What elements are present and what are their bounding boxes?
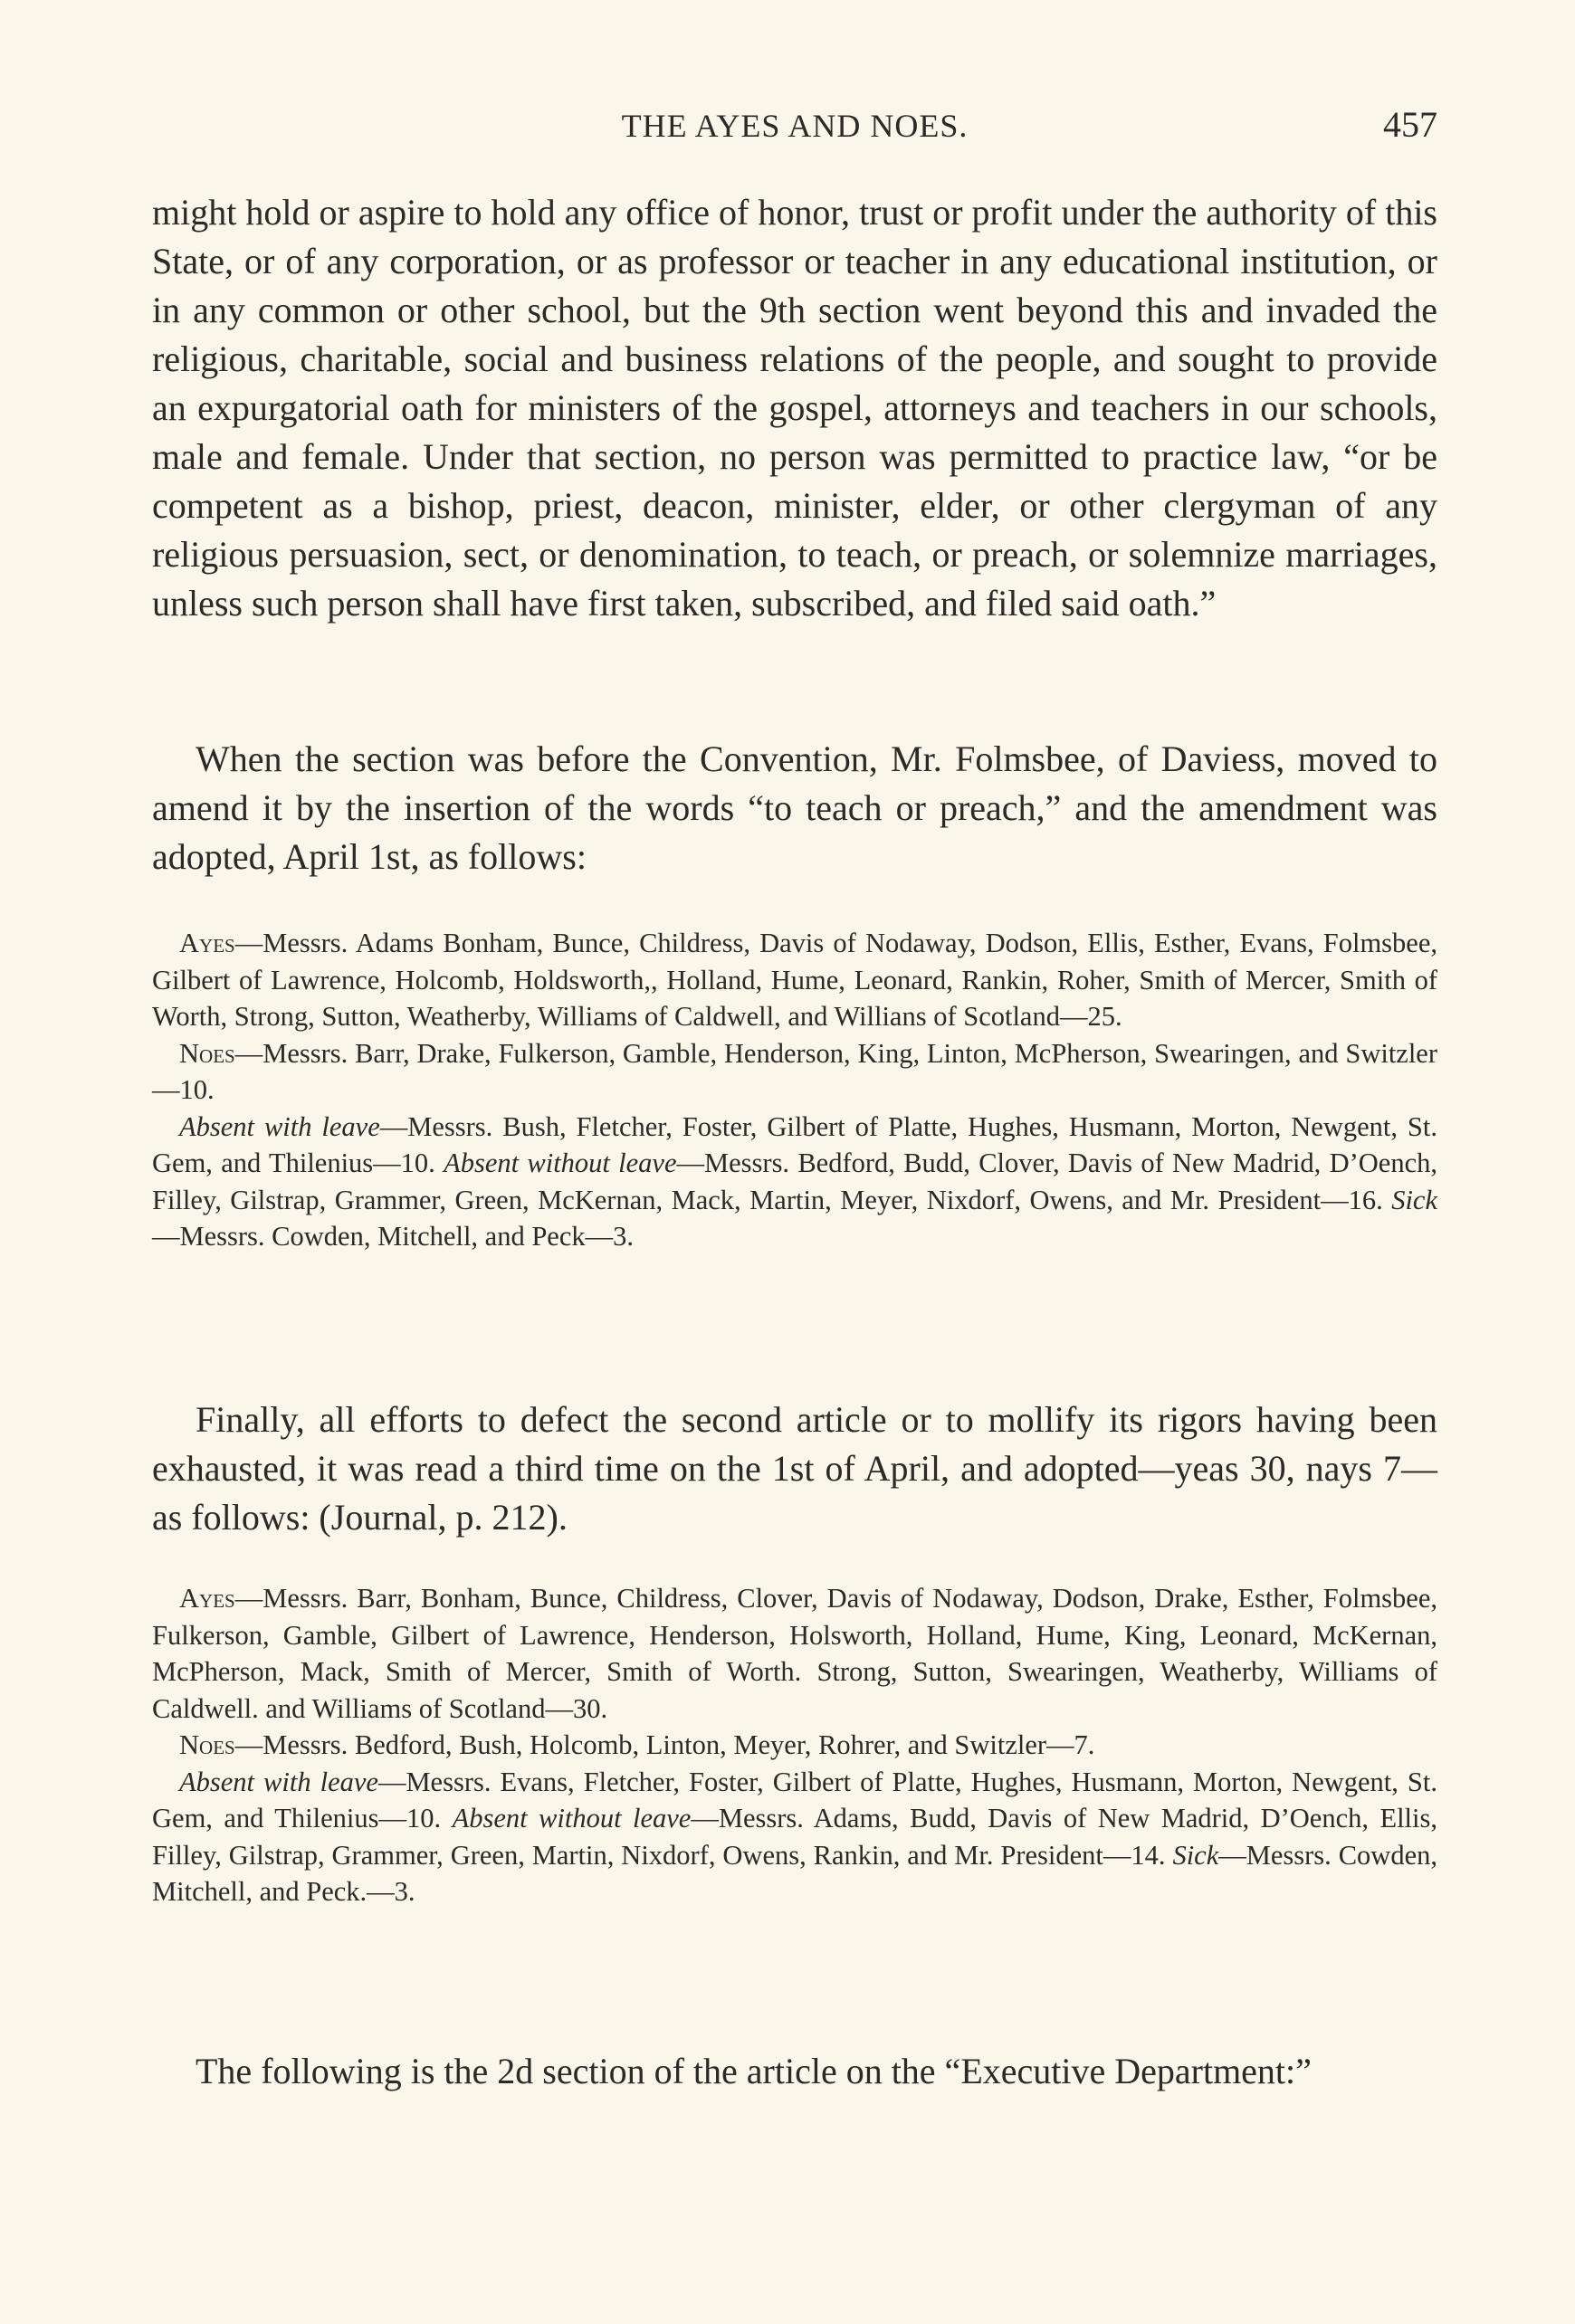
noes-label: Noes [179,1729,235,1760]
sick-label: Sick [1391,1184,1438,1215]
noes-label: Noes [179,1037,235,1069]
ayes-names: —Messrs. Barr, Bonham, Bunce, Childress, Clover, Davis of Nodaway, Dodson, Drake, Esther, Folmsbee, Fulkerson, Gamble, Gilbert of Lawrence, Henderson, Holsworth, Holland, Hume, King, Leonard, McKernan, McPherson, Mack, Smith of Mercer, Smith of Worth. Strong, Sutton, Swearingen, Weatherby, Williams of Caldwell. and Williams of Scotland—30. [152,1583,1437,1724]
absent-without-leave-label: Absent without leave [452,1803,692,1833]
absent-without-leave-names: —Messrs. Bedford, Budd, Clover, Davis of New Madrid, D’Oench, Filley, Gilstrap, Grammer, Green, McKernan, Mack, Martin, Meyer, Nixdorf, Owens, and Mr. President—16. [152,1148,1437,1215]
vote-noes [152,1035,1437,1109]
vote-record-amendment [152,925,1437,1255]
absent-with-leave-label: Absent with leave [179,1766,378,1797]
page-header [152,104,1437,161]
vote-record-adoption [152,1580,1437,1910]
body-paragraph: When the section was before the Convention, Mr. Folmsbee, of Daviess, moved to amend it by the insertion of the words “to teach or preach,” and the amendment was adopted, April 1st, as follows: [152,738,1437,877]
page-number: 457 [1383,104,1437,145]
body-paragraph: Finally, all efforts to defect the second article or to mollify its rigors having been exhausted, it was read a third time on the 1st of April, and adopted—yeas 30, nays 7—as follows: (Journal, p. 212). [152,1399,1437,1538]
vote-ayes [152,925,1437,1035]
vote-ayes [152,1580,1437,1727]
ayes-names: —Messrs. Adams Bonham, Bunce, Childress, Davis of Nodaway, Dodson, Ellis, Esther, Evans, Folmsbee, Gilbert of Lawrence, Holcomb, Holdsworth,, Holland, Hume, Leonard, Rankin, Roher, Smith of Mercer, Smith of Worth, Strong, Sutton, Weatherby, Williams of Caldwell, and Willians of Scotland—25. [152,928,1437,1032]
body-paragraph: might hold or aspire to hold any office of honor, trust or profit under the authority of this State, or of any corporation, or as professor or teacher in any educational institution, or in any common or other school, but the 9th section went beyond this and invaded the religious, charitable, social and business relations of the people, and sought to provide an expurgatorial oath for ministers of the gospel, attorneys and teachers in our schools, male and female. Under that section, no person was permitted to practice law, “or be competent as a bishop, priest, deacon, minister, elder, or other clergyman of any religious persuasion, sect, or denomination, to teach, or preach, or solemnize marriages, unless such person shall have first taken, subscribed, and filed said oath.” [152,192,1437,624]
paragraph-adoption [152,1395,1437,1542]
noes-names: —Messrs. Barr, Drake, Fulkerson, Gamble, Henderson, King, Linton, McPherson, Swearingen, and Switzler—10. [152,1037,1437,1105]
absent-with-leave-names: —Messrs. Bush, Fletcher, Foster, Gilbert of Platte, Hughes, Husmann, Morton, Newgent, St. Gem, and Thilenius—10. [152,1110,1437,1178]
paragraph-amendment [152,735,1437,881]
vote-noes [152,1727,1437,1764]
sick-names: —Messrs. Cowden, Mitchell, and Peck—3. [152,1221,634,1252]
body-paragraph: The following is the 2d section of the article on the “Executive Department:” [196,2051,1312,2091]
absent-without-leave-names: —Messrs. Adams, Budd, Davis of New Madrid, D’Oench, Ellis, Filley, Gilstrap, Grammer, Green, Martin, Nixdorf, Owens, Rankin, and Mr. President—14. [152,1803,1438,1871]
paragraph-executive [152,2047,1437,2096]
sick-label: Sick [1172,1839,1219,1871]
noes-names: —Messrs. Bedford, Bush, Holcomb, Linton, Meyer, Rohrer, and Switzler—7. [234,1729,1095,1760]
absent-with-leave-label: Absent with leave [179,1110,380,1142]
sick-names: —Messrs. Cowden, Mitchell, and Peck.—3. [152,1839,1437,1907]
ayes-label: Ayes [179,1583,235,1614]
vote-absent [152,1764,1437,1910]
absent-with-leave-names: —Messrs. Evans, Fletcher, Foster, Gilbert of Platte, Hughes, Husmann, Morton, Newgent, St. Gem, and Thilenius—10. [152,1766,1437,1833]
paragraph-continued [152,188,1437,628]
absent-without-leave-label: Absent without leave [444,1148,677,1178]
ayes-label: Ayes [179,928,235,958]
vote-absent [152,1109,1437,1255]
running-head: THE AYES AND NOES. [621,108,969,144]
